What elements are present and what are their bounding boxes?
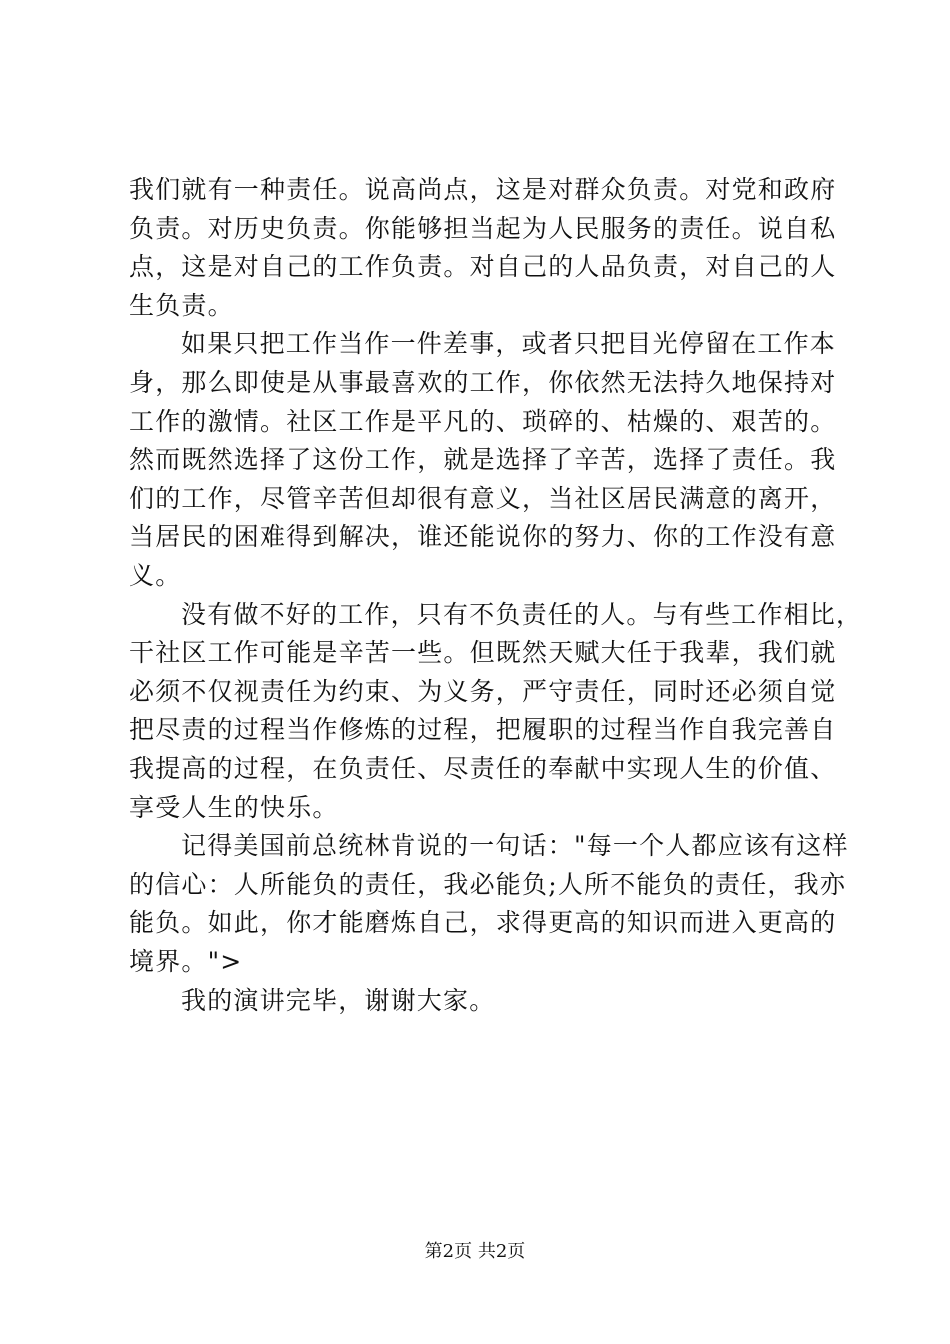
text-line: 享受人生的快乐。 — [129, 792, 339, 822]
text-line: 如果只把工作当作一件差事，或者只把目光停留在工作本 — [181, 329, 837, 359]
text-line: 把尽责的过程当作修炼的过程，把履职的过程当作自我完善自 — [129, 715, 837, 745]
text-line: 点，这是对自己的工作负责。对自己的人品负责，对自己的人 — [129, 252, 837, 282]
text-line: 的信心：人所能负的责任，我必能负;人所不能负的责任，我亦 — [129, 869, 847, 899]
text-line: 我的演讲完毕，谢谢大家。 — [181, 985, 496, 1015]
page-footer: 第2页 共2页 — [424, 1241, 526, 1262]
text-line: 工作的激情。社区工作是平凡的、琐碎的、枯燥的、艰苦的。 — [129, 406, 837, 436]
text-line: 干社区工作可能是辛苦一些。但既然天赋大任于我辈，我们就 — [129, 638, 837, 668]
text-line: 身，那么即使是从事最喜欢的工作，你依然无法持久地保持对 — [129, 368, 837, 397]
text-line: 生负责。 — [129, 290, 234, 320]
text-line: 负责。对历史负责。你能够担当起为人民服务的责任。说自私 — [129, 213, 837, 243]
text-line: 当居民的困难得到解决，谁还能说你的努力、你的工作没有意 — [129, 522, 837, 552]
text-line: 记得美国前总统林肯说的一句话："每一个人都应该有这样 — [181, 831, 849, 861]
text-line: 然而既然选择了这份工作，就是选择了辛苦，选择了责任。我 — [129, 445, 837, 475]
text-line: 没有做不好的工作，只有不负责任的人。与有些工作相比， — [181, 599, 863, 629]
text-line: 境界。"> — [129, 947, 243, 976]
text-line: 必须不仅视责任为约束、为义务，严守责任，同时还必须自觉 — [129, 676, 837, 706]
text-line: 能负。如此，你才能磨炼自己，求得更高的知识而进入更高的 — [129, 908, 837, 938]
text-line: 我们就有一种责任。说高尚点，这是对群众负责。对党和政府 — [129, 175, 837, 204]
text-line: 我提高的过程，在负责任、尽责任的奉献中实现人生的价值、 — [129, 754, 837, 783]
text-line: 义。 — [129, 561, 182, 590]
text-line: 们的工作，尽管辛苦但却很有意义，当社区居民满意的离开， — [129, 483, 837, 513]
